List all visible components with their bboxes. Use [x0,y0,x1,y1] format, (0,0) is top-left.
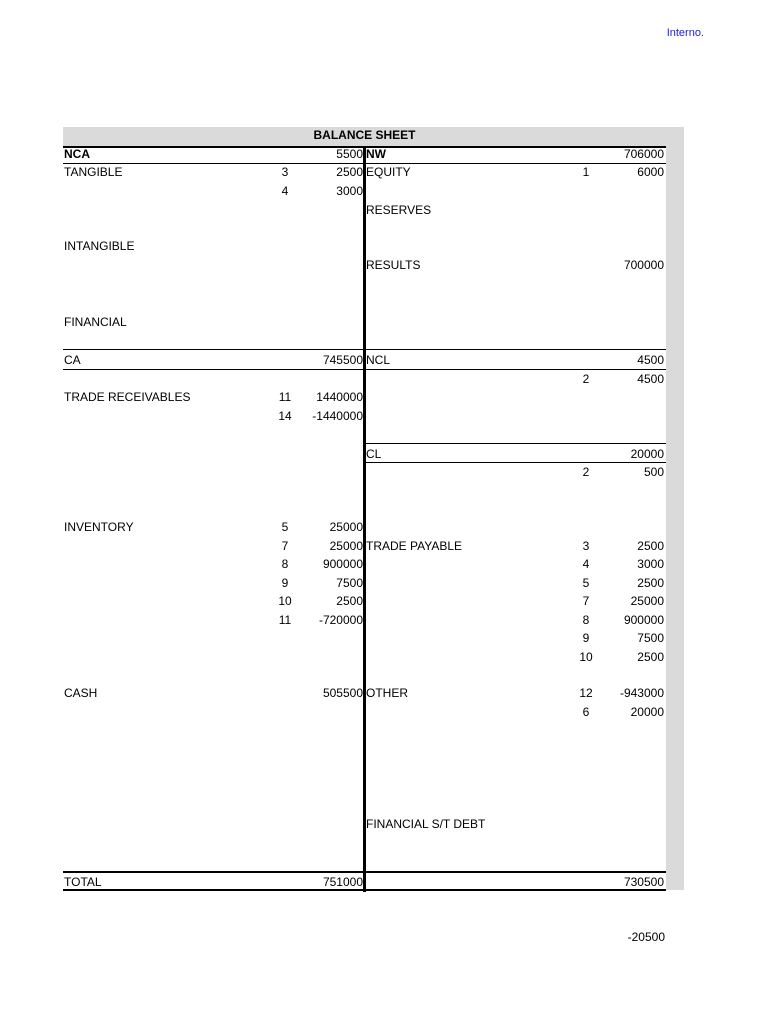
trade-payable-value: 7500 [637,631,664,645]
cl-entry-value: 500 [643,465,664,479]
inventory-ref: 5 [281,520,289,534]
liabilities-total-value: 730500 [623,875,664,889]
inventory-value: 25000 [329,520,363,534]
trade-payable-value: 3000 [637,557,664,571]
trade-payable-label: TRADE PAYABLE [366,539,463,553]
rule-below-cl [366,462,666,463]
inventory-value: -720000 [318,613,363,627]
financial-st-debt-label: FINANCIAL S/T DEBT [366,817,486,831]
ncl-ref: 2 [582,372,590,386]
other-value: 20000 [630,705,664,719]
inventory-ref: 9 [281,576,289,590]
cash-label: CASH [64,686,98,700]
inventory-ref: 11 [278,613,292,627]
trade-payable-value: 2500 [637,650,664,664]
trade-receivables-value: -1440000 [312,409,363,423]
nca-value: 5500 [336,147,363,161]
trade-payable-value: 900000 [623,613,664,627]
tangible-ref: 4 [281,184,289,198]
trade-receivables-value: 1440000 [316,390,363,404]
assets-total-label: TOTAL [64,875,102,889]
tangible-ref: 3 [281,165,289,179]
inventory-value: 900000 [322,557,363,571]
inventory-label: INVENTORY [64,520,134,534]
difference-value: -20500 [627,930,665,944]
ca-label: CA [64,353,81,367]
equity-label: EQUITY [366,165,411,179]
financial-label: FINANCIAL [64,315,127,329]
other-ref: 6 [582,705,590,719]
other-ref: 12 [579,686,593,700]
rule-above-cl [366,443,666,444]
trade-payable-ref: 4 [582,557,590,571]
ncl-label: NCL [366,353,391,367]
cl-value: 20000 [630,447,664,461]
document-tag: Interno. [666,27,704,39]
sheet-title: BALANCE SHEET [313,128,416,142]
trade-receivables-ref: 14 [278,409,292,423]
tangible-value: 2500 [336,165,363,179]
other-value: -943000 [619,686,664,700]
intangible-label: INTANGIBLE [64,239,135,253]
nca-label: NCA [64,147,90,161]
tangible-label: TANGIBLE [64,165,123,179]
trade-payable-ref: 9 [582,631,590,645]
trade-payable-value: 2500 [637,539,664,553]
cl-ref: 2 [582,465,590,479]
tangible-value: 3000 [336,184,363,198]
results-value: 700000 [623,258,664,272]
inventory-value: 2500 [336,594,363,608]
reserves-label: RESERVES [366,203,432,217]
trade-payable-ref: 5 [582,576,590,590]
equity-value: 6000 [637,165,664,179]
equity-ref: 1 [582,165,590,179]
assets-total-value: 751000 [322,875,363,889]
trade-payable-ref: 3 [582,539,590,553]
trade-payable-ref: 8 [582,613,590,627]
inventory-ref: 7 [281,539,289,553]
nw-value: 706000 [623,147,664,161]
cl-label: CL [366,447,382,461]
inventory-ref: 8 [281,557,289,571]
inventory-value: 25000 [329,539,363,553]
inventory-value: 7500 [336,576,363,590]
trade-payable-value: 2500 [637,576,664,590]
cash-value: 505500 [322,686,363,700]
ca-value: 745500 [322,353,363,367]
inventory-ref: 10 [278,594,292,608]
trade-receivables-ref: 11 [278,390,292,404]
results-label: RESULTS [366,258,421,272]
other-label: OTHER [366,686,408,700]
nw-label: NW [366,147,386,161]
trade-payable-value: 25000 [630,594,664,608]
trade-receivables-label: TRADE RECEIVABLES [64,390,191,404]
ncl-entry-value: 4500 [637,372,664,386]
right-column-shading [666,127,684,890]
trade-payable-ref: 10 [579,650,593,664]
trade-payable-ref: 7 [582,594,590,608]
balance-sheet-table [63,127,684,890]
ncl-value: 4500 [637,353,664,367]
